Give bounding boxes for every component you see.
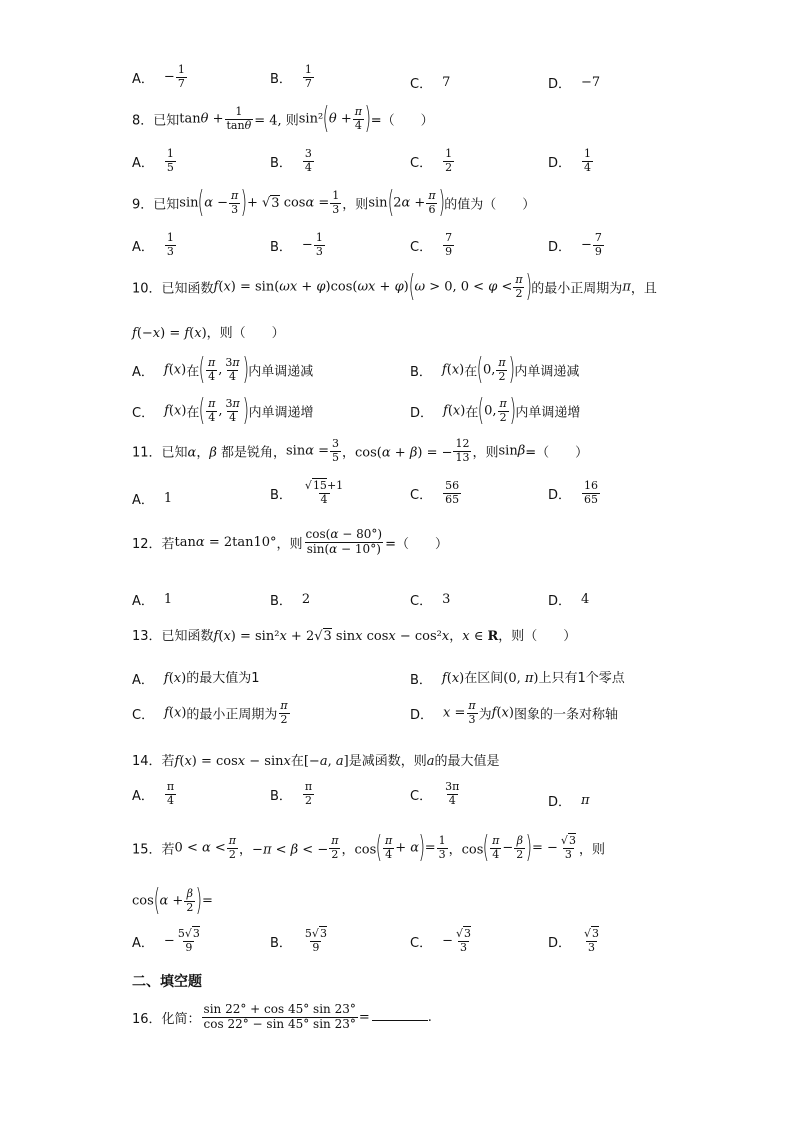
option-label: B． — [270, 239, 292, 255]
stem-text: 13．已知函数 — [132, 629, 214, 644]
option-label: A． — [132, 155, 154, 171]
sign: − — [301, 237, 313, 253]
fraction: $\frac{\sin 22^\circ + \cos 45^\circ \sin 23^\circ}{\cos 22^\circ - \sin 45^\circ \sin 23^\circ}$ — [203, 1002, 356, 1031]
fraction: $\frac{√3}{3}$ — [455, 927, 471, 954]
stem-text: = — [358, 1009, 370, 1025]
fraction: $\frac{1}{3}$ — [438, 833, 446, 861]
q13-option-c[interactable]: C． f(x)的最小正周期为 $\frac{\pi}{2}$ — [132, 699, 288, 726]
q15-option-b[interactable] — [270, 928, 330, 954]
option-text: 在 — [465, 405, 479, 421]
fraction: $\frac{√3}{3}$ — [560, 833, 576, 861]
stem-text: 8．已知 — [132, 113, 180, 129]
section-heading: 二、填空题 — [132, 974, 202, 990]
q10-option-d[interactable]: D． f(x)在(0, $\frac{\pi}{2}$ )内单调递增 — [410, 393, 581, 428]
stem-text: 的值为（ ） — [444, 197, 536, 213]
option-label: D． — [548, 239, 572, 255]
sign: − — [163, 933, 175, 949]
stem-text: ，则 — [472, 445, 499, 461]
stem-text: ，则（ ） — [498, 629, 577, 644]
stem-text: 11．已知 — [132, 445, 188, 461]
option-text: 的最小正周期为 — [186, 707, 278, 723]
value: 4 — [581, 592, 590, 607]
sign: − — [163, 69, 175, 85]
stem-text: = 4, 则 — [254, 113, 299, 129]
q10-stem-line2: f(−x) = f(x)，则（ ） — [132, 326, 285, 341]
option-label: D． — [548, 795, 572, 810]
q10-stem: 10．已知函数f(x) = sin(ωx + φ)cos(ωx + φ)(ω > 0, 0 < φ < $\frac{\pi}{2}$ )的最小正周期为π，且 — [132, 269, 657, 304]
q13-option-a[interactable]: A． f(x)的最大值为1 — [132, 671, 260, 688]
q11-option-b[interactable] — [270, 480, 346, 506]
stem-text: =（ ） — [370, 113, 434, 129]
option-label: A． — [132, 594, 154, 609]
fraction: $\frac{3}{5}$ — [332, 437, 340, 464]
option-label: D． — [548, 77, 572, 92]
fraction: $\frac{\pi}{2}$ — [228, 833, 237, 861]
q14-option-c[interactable] — [410, 781, 462, 807]
q7-option-d[interactable] — [548, 73, 600, 92]
option-label: B． — [270, 594, 292, 609]
stem-text: 都是锐角， — [221, 445, 287, 461]
option-label: A． — [132, 364, 154, 380]
q11-option-c[interactable] — [410, 480, 462, 506]
fraction: $\frac{3\pi}{4}$ — [225, 355, 240, 383]
stem-text: = — [202, 893, 213, 909]
q15-option-c[interactable] — [410, 928, 474, 954]
stem-text: =（ ） — [525, 445, 589, 461]
fraction: $\frac{7}{9}$ — [445, 231, 453, 258]
fraction: $\frac{\beta}{2}$ — [186, 886, 194, 914]
option-text: 在 — [186, 405, 200, 421]
value: 2 — [301, 592, 311, 607]
q11-option-a[interactable] — [132, 489, 172, 508]
option-label: B． — [270, 71, 292, 87]
stem-text: 在 — [290, 754, 304, 769]
stem-text: =（ ） — [385, 536, 448, 552]
q7-option-a[interactable] — [132, 64, 188, 90]
option-text: 在 — [464, 364, 478, 380]
q15-option-d[interactable] — [548, 928, 602, 954]
q7-option-c[interactable] — [410, 73, 450, 92]
option-text: 内单调递减 — [514, 364, 580, 380]
answer-blank[interactable] — [372, 1020, 428, 1021]
fraction: $\frac{\pi}{2}$ — [280, 699, 288, 726]
option-label: C． — [410, 239, 433, 255]
stem-text: 9．已知 — [132, 197, 180, 213]
q13-option-b[interactable]: B． f(x)在区间(0, π)上只有1个零点 — [410, 671, 625, 688]
option-label: C． — [410, 594, 433, 609]
option-label: C． — [410, 155, 433, 171]
stem-text: 16．化简： — [132, 1011, 201, 1027]
q9-option-a[interactable] — [132, 232, 177, 258]
value: −7 — [581, 75, 601, 90]
value: 7 — [442, 75, 451, 90]
fraction: $\frac{5√3}{9}$ — [304, 927, 327, 954]
q8-stem: 8．已知tanθ + $\frac{1}{\tan\theta}$ = 4, 则sin²(θ + $\frac{\pi}{4}$ )=（ ） — [132, 101, 434, 136]
q9-option-d[interactable] — [548, 232, 605, 258]
option-text: 内单调递减 — [248, 364, 314, 380]
option-label: B． — [270, 155, 292, 171]
option-text: 内单调递增 — [515, 405, 581, 421]
q12-stem: 12．若tanα = 2tan10°，则 $\frac{\cos(\alpha - 80^\circ)}{\sin(\alpha - 10^\circ)}$ =（ ） — [132, 527, 448, 556]
option-label: A． — [132, 71, 154, 87]
fraction: $\frac{1}{7}$ — [177, 63, 185, 90]
q14-option-a[interactable] — [132, 781, 177, 807]
stem-text: 的最大值是 — [434, 754, 500, 769]
option-label: C． — [410, 487, 433, 503]
fraction: $\frac{7}{9}$ — [594, 231, 602, 258]
option-text: 在 — [186, 364, 200, 380]
q16-stem: 16．化简： $\frac{\sin 22^\circ + \cos 45^\circ \sin 23^\circ}{\cos 22^\circ - \sin 45^\circ \sin 23^\circ}$ = . — [132, 1002, 432, 1031]
fraction: $\frac{\pi}{4}$ — [166, 780, 175, 807]
q12-option-d[interactable] — [548, 590, 589, 609]
option-label: D． — [410, 707, 434, 723]
q15-option-a[interactable] — [132, 928, 203, 954]
option-label: C． — [132, 707, 155, 723]
option-label: D． — [410, 405, 434, 421]
fraction: $\frac{\pi}{3}$ — [468, 699, 476, 726]
fraction: $\frac{\pi}{4}$ — [492, 833, 500, 861]
option-label: D． — [548, 935, 572, 951]
option-label: B． — [270, 487, 292, 503]
fraction: $\frac{16}{65}$ — [584, 479, 599, 506]
stem-text: ，且 — [630, 281, 657, 297]
q12-option-a[interactable] — [132, 590, 172, 609]
q10-option-a[interactable]: A． f(x)在( $\frac{\pi}{4}$ , $\frac{3\pi}{4}$ )内单调递减 — [132, 352, 314, 387]
sign: − — [581, 237, 592, 253]
stem-text: 10．已知函数 — [132, 281, 214, 297]
option-label: A． — [132, 673, 154, 688]
fraction: $\frac{\beta}{2}$ — [516, 833, 524, 861]
stem-text: ，则 — [578, 842, 605, 858]
stem-text: ，则 — [342, 197, 369, 213]
fraction: $\frac{\pi}{6}$ — [428, 188, 436, 216]
fraction: $\frac{1}{4}$ — [584, 147, 592, 174]
q12-option-b[interactable] — [270, 590, 310, 609]
option-text: 上只有1个零点 — [538, 671, 625, 686]
option-label: A． — [132, 239, 154, 255]
option-label: D． — [548, 594, 572, 609]
option-label: A． — [132, 935, 154, 951]
value: 1 — [163, 491, 173, 506]
option-label: A． — [132, 493, 154, 508]
fraction: $\frac{\pi}{4}$ — [208, 396, 216, 424]
fraction: $\frac{56}{65}$ — [445, 479, 460, 506]
stem-text: ，则 — [276, 536, 303, 552]
stem-text: 是减函数，则 — [348, 754, 427, 769]
option-label: D． — [548, 155, 572, 171]
q13-stem: 13．已知函数f(x) = sin²x + 2√3 sinx cosx − cos²x，x ∈ R，则（ ） — [132, 629, 577, 644]
q9-stem: 9．已知sin(α − $\frac{\pi}{3}$ )+ √3 cosα = $\frac{1}{3}$ ，则sin(2α + $\frac{\pi}{6}$ )的值为（ ） — [132, 185, 536, 220]
fraction: $\frac{√3}{3}$ — [584, 927, 600, 954]
fraction: $\frac{1}{2}$ — [445, 147, 453, 174]
option-text: 内单调递增 — [248, 405, 314, 421]
fraction: $\frac{1}{3}$ — [332, 188, 340, 216]
q15-stem: 15．若0 < α < $\frac{\pi}{2}$ ，−π < β < − $\frac{\pi}{2}$ ，cos( $\frac{\pi}{4}$ + α)= $\frac{1}{3}$ ，cos( $\frac{\pi}{4}$ − $\frac{\beta}{2}$ )= − $\frac{√3}{3}$ ，则 — [132, 830, 605, 865]
q10-option-b[interactable]: B． f(x)在(0, $\frac{\pi}{2}$ )内单调递减 — [410, 352, 580, 387]
value: 1 — [163, 592, 173, 607]
option-text: 图象的一条对称轴 — [513, 707, 618, 723]
option-label: B． — [410, 364, 432, 380]
option-label: C． — [410, 77, 433, 92]
fraction: $\frac{5√3}{9}$ — [177, 927, 200, 954]
q8-option-a[interactable] — [132, 148, 177, 174]
q15-stem-line2: cos(α + $\frac{\beta}{2}$ )= — [132, 883, 213, 918]
q11-option-d[interactable] — [548, 480, 601, 506]
option-label: A． — [132, 788, 154, 804]
stem-text: 12．若 — [132, 536, 175, 552]
fraction: $\frac{\pi}{4}$ — [207, 355, 216, 383]
q9-option-b[interactable] — [270, 232, 326, 258]
q9-option-c[interactable] — [410, 232, 455, 258]
q13-option-d[interactable]: D． x = $\frac{\pi}{3}$ 为f(x)图象的一条对称轴 — [410, 699, 618, 726]
option-text: 为 — [478, 707, 492, 723]
fraction: $\frac{3}{4}$ — [304, 147, 312, 174]
fraction: $\frac{1}{5}$ — [166, 147, 174, 174]
option-label: B． — [270, 788, 292, 804]
q14-option-d[interactable]: D． π — [548, 793, 590, 810]
q8-option-d[interactable] — [548, 148, 594, 174]
sign: − — [442, 933, 453, 949]
q8-option-b[interactable] — [270, 148, 315, 174]
fraction: $\frac{12}{13}$ — [455, 437, 470, 464]
fraction: $\frac{1}{3}$ — [315, 231, 323, 258]
fraction: $\frac{3\pi}{4}$ — [445, 780, 460, 807]
option-label: B． — [410, 673, 432, 688]
option-text: 在区间 — [464, 671, 504, 686]
q11-stem: 11．已知α，β 都是锐角，sinα = $\frac{3}{5}$ ，cos(α + β) = − $\frac{12}{13}$ ，则sinβ=（ ） — [132, 437, 589, 464]
option-label: C． — [132, 405, 155, 421]
stem-text: ，则（ ） — [206, 326, 285, 341]
fraction: $\frac{\pi}{2}$ — [515, 272, 523, 300]
value: 3 — [442, 592, 451, 607]
option-label: C． — [410, 935, 433, 951]
option-label: D． — [548, 487, 572, 503]
fraction: $\frac{1}{7}$ — [304, 63, 312, 90]
option-text: 的最大值为1 — [186, 671, 260, 686]
q10-option-c[interactable]: C． f(x)在( $\frac{\pi}{4}$ , $\frac{3\pi}{4}$ )内单调递增 — [132, 393, 314, 428]
fraction: $\frac{\pi}{2}$ — [499, 396, 507, 424]
fraction: $\frac{\pi}{2}$ — [304, 780, 313, 807]
stem-text: 14．若 — [132, 754, 175, 769]
stem-text: 15．若 — [132, 842, 175, 858]
fraction: $\frac{\pi}{3}$ — [231, 188, 239, 216]
fraction: $\frac{3\pi}{4}$ — [225, 396, 240, 424]
q14-stem: 14．若f(x) = cosx − sinx在[−a, a]是减函数，则a的最大值是 — [132, 754, 500, 769]
fraction: $\frac{\pi}{4}$ — [384, 833, 393, 861]
fraction: $\frac{\cos(\alpha - 80^\circ)}{\sin(\alpha - 10^\circ)}$ — [305, 527, 383, 556]
option-label: C． — [410, 788, 433, 804]
fraction: $\frac{1}{3}$ — [166, 231, 174, 258]
stem-text: 的最小正周期为 — [531, 281, 623, 297]
fraction: $\frac{1}{\tan\theta}$ — [226, 104, 252, 132]
q14-option-b[interactable] — [270, 781, 315, 807]
fraction: $\frac{√15+1}{4}$ — [304, 479, 344, 506]
q8-option-c[interactable] — [410, 148, 455, 174]
q12-option-c[interactable] — [410, 590, 450, 609]
fraction: $\frac{\pi}{2}$ — [331, 833, 339, 861]
fraction: $\frac{\pi}{2}$ — [498, 355, 506, 383]
fraction: $\frac{\pi}{4}$ — [354, 104, 362, 132]
option-label: B． — [270, 935, 292, 951]
q7-option-b[interactable] — [270, 64, 315, 90]
